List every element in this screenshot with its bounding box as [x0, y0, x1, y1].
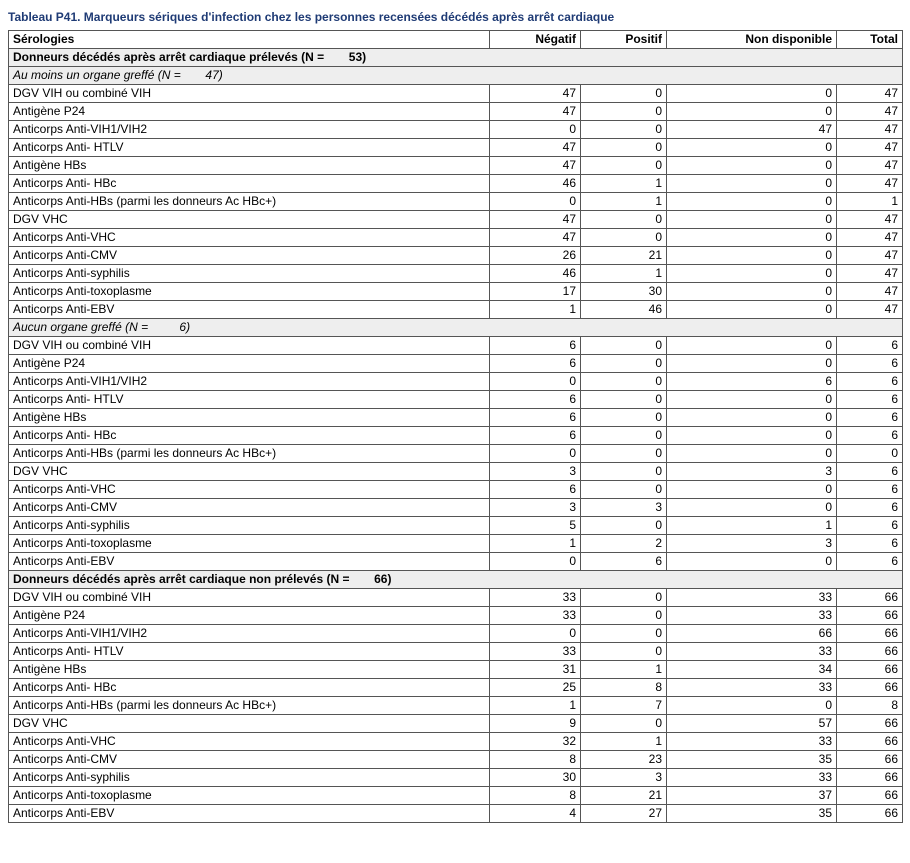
cell-total: 6	[837, 427, 903, 445]
cell-negatif: 31	[490, 661, 581, 679]
table-row	[9, 481, 903, 499]
row-label: Anticorps Anti-syphilis	[9, 265, 490, 283]
cell-negatif: 30	[490, 769, 581, 787]
subsection-title: Aucun organe greffé (N =	[13, 320, 149, 334]
cell-total: 66	[837, 625, 903, 643]
cell-negatif: 33	[490, 589, 581, 607]
section-count: 53)	[348, 50, 367, 64]
cell-total: 6	[837, 463, 903, 481]
cell-non-disponible: 35	[667, 751, 837, 769]
cell-negatif: 17	[490, 283, 581, 301]
table-row	[9, 283, 903, 301]
section-header	[9, 571, 903, 589]
cell-non-disponible: 0	[667, 337, 837, 355]
cell-non-disponible: 0	[667, 175, 837, 193]
cell-non-disponible: 0	[667, 445, 837, 463]
cell-positif: 0	[581, 211, 667, 229]
cell-total: 47	[837, 283, 903, 301]
table-row	[9, 499, 903, 517]
cell-total: 47	[837, 121, 903, 139]
row-label: Anticorps Anti-EBV	[9, 301, 490, 319]
serology-table	[8, 30, 903, 823]
section-title: Donneurs décédés après arrêt cardiaque prélevés (N =	[13, 50, 325, 64]
table-row	[9, 697, 903, 715]
row-label: Anticorps Anti- HBc	[9, 175, 490, 193]
table-row	[9, 85, 903, 103]
cell-total: 47	[837, 247, 903, 265]
table-row	[9, 355, 903, 373]
table-row	[9, 787, 903, 805]
cell-total: 66	[837, 751, 903, 769]
cell-positif: 0	[581, 229, 667, 247]
cell-total: 6	[837, 337, 903, 355]
cell-positif: 0	[581, 409, 667, 427]
cell-non-disponible: 0	[667, 391, 837, 409]
cell-positif: 27	[581, 805, 667, 823]
cell-total: 6	[837, 517, 903, 535]
cell-positif: 0	[581, 103, 667, 121]
cell-positif: 0	[581, 445, 667, 463]
cell-negatif: 6	[490, 427, 581, 445]
subsection-header	[9, 319, 903, 337]
cell-negatif: 6	[490, 409, 581, 427]
cell-total: 47	[837, 157, 903, 175]
cell-positif: 0	[581, 463, 667, 481]
cell-non-disponible: 34	[667, 661, 837, 679]
table-row	[9, 751, 903, 769]
table-row	[9, 463, 903, 481]
row-label: Anticorps Anti-toxoplasme	[9, 535, 490, 553]
cell-non-disponible: 0	[667, 283, 837, 301]
cell-negatif: 5	[490, 517, 581, 535]
cell-non-disponible: 0	[667, 553, 837, 571]
cell-positif: 1	[581, 175, 667, 193]
row-label: Antigène P24	[9, 355, 490, 373]
cell-non-disponible: 0	[667, 409, 837, 427]
section-header-row	[9, 571, 903, 589]
cell-non-disponible: 37	[667, 787, 837, 805]
cell-total: 66	[837, 679, 903, 697]
table-row	[9, 679, 903, 697]
cell-positif: 8	[581, 679, 667, 697]
cell-total: 66	[837, 643, 903, 661]
cell-non-disponible: 33	[667, 607, 837, 625]
cell-negatif: 1	[490, 535, 581, 553]
cell-negatif: 4	[490, 805, 581, 823]
cell-positif: 3	[581, 769, 667, 787]
cell-total: 66	[837, 733, 903, 751]
cell-negatif: 47	[490, 229, 581, 247]
cell-positif: 0	[581, 391, 667, 409]
cell-total: 66	[837, 715, 903, 733]
cell-non-disponible: 6	[667, 373, 837, 391]
cell-non-disponible: 0	[667, 103, 837, 121]
cell-negatif: 33	[490, 643, 581, 661]
table-row	[9, 265, 903, 283]
cell-positif: 0	[581, 517, 667, 535]
row-label: Anticorps Anti-VIH1/VIH2	[9, 373, 490, 391]
cell-negatif: 0	[490, 625, 581, 643]
row-label: Antigène HBs	[9, 661, 490, 679]
row-label: Anticorps Anti-syphilis	[9, 769, 490, 787]
cell-non-disponible: 0	[667, 229, 837, 247]
section-title: Donneurs décédés après arrêt cardiaque non prélevés (N =	[13, 572, 350, 586]
table-row	[9, 769, 903, 787]
table-row	[9, 193, 903, 211]
cell-total: 6	[837, 355, 903, 373]
cell-non-disponible: 0	[667, 265, 837, 283]
table-row	[9, 625, 903, 643]
cell-negatif: 0	[490, 373, 581, 391]
cell-total: 66	[837, 661, 903, 679]
row-label: Anticorps Anti-EBV	[9, 805, 490, 823]
subsection-header	[9, 67, 903, 85]
cell-non-disponible: 0	[667, 697, 837, 715]
cell-negatif: 6	[490, 337, 581, 355]
row-label: Anticorps Anti-VHC	[9, 481, 490, 499]
cell-positif: 0	[581, 157, 667, 175]
cell-negatif: 46	[490, 265, 581, 283]
row-label: Anticorps Anti-HBs (parmi les donneurs Ac HBc+)	[9, 193, 490, 211]
row-label: Anticorps Anti- HBc	[9, 679, 490, 697]
cell-positif: 6	[581, 553, 667, 571]
row-label: Anticorps Anti-HBs (parmi les donneurs Ac HBc+)	[9, 697, 490, 715]
row-label: Anticorps Anti-VHC	[9, 733, 490, 751]
row-label: DGV VHC	[9, 715, 490, 733]
cell-non-disponible: 0	[667, 211, 837, 229]
cell-positif: 1	[581, 733, 667, 751]
table-row	[9, 517, 903, 535]
cell-non-disponible: 33	[667, 589, 837, 607]
cell-total: 66	[837, 787, 903, 805]
header-total: Total	[837, 31, 903, 49]
table-row	[9, 103, 903, 121]
table-row	[9, 121, 903, 139]
cell-negatif: 25	[490, 679, 581, 697]
cell-total: 47	[837, 211, 903, 229]
cell-positif: 46	[581, 301, 667, 319]
row-label: DGV VIH ou combiné VIH	[9, 337, 490, 355]
cell-non-disponible: 1	[667, 517, 837, 535]
cell-negatif: 32	[490, 733, 581, 751]
cell-total: 0	[837, 445, 903, 463]
table-row	[9, 229, 903, 247]
cell-non-disponible: 33	[667, 733, 837, 751]
cell-non-disponible: 0	[667, 157, 837, 175]
cell-positif: 0	[581, 643, 667, 661]
cell-negatif: 47	[490, 139, 581, 157]
subsection-count: 47)	[205, 68, 223, 82]
table-row	[9, 535, 903, 553]
cell-positif: 21	[581, 247, 667, 265]
row-label: Anticorps Anti-toxoplasme	[9, 787, 490, 805]
row-label: Anticorps Anti-CMV	[9, 751, 490, 769]
row-label: Anticorps Anti-HBs (parmi les donneurs Ac HBc+)	[9, 445, 490, 463]
table-row	[9, 157, 903, 175]
table-row	[9, 805, 903, 823]
table-row	[9, 715, 903, 733]
cell-non-disponible: 35	[667, 805, 837, 823]
row-label: Anticorps Anti- HBc	[9, 427, 490, 445]
section-header-row	[9, 49, 903, 67]
cell-total: 47	[837, 139, 903, 157]
table-body	[9, 49, 903, 823]
table-row	[9, 139, 903, 157]
cell-negatif: 33	[490, 607, 581, 625]
cell-total: 66	[837, 769, 903, 787]
cell-non-disponible: 33	[667, 769, 837, 787]
table-row	[9, 607, 903, 625]
cell-total: 47	[837, 103, 903, 121]
table-row	[9, 175, 903, 193]
row-label: Antigène HBs	[9, 409, 490, 427]
cell-positif: 0	[581, 715, 667, 733]
cell-negatif: 8	[490, 787, 581, 805]
table-row	[9, 643, 903, 661]
cell-negatif: 47	[490, 85, 581, 103]
row-label: DGV VHC	[9, 211, 490, 229]
subsection-header-row	[9, 67, 903, 85]
cell-positif: 0	[581, 355, 667, 373]
subsection-header-row	[9, 319, 903, 337]
cell-positif: 0	[581, 337, 667, 355]
cell-non-disponible: 3	[667, 535, 837, 553]
row-label: Anticorps Anti-VIH1/VIH2	[9, 625, 490, 643]
cell-positif: 0	[581, 373, 667, 391]
cell-non-disponible: 0	[667, 355, 837, 373]
cell-total: 66	[837, 589, 903, 607]
cell-negatif: 0	[490, 121, 581, 139]
cell-non-disponible: 0	[667, 301, 837, 319]
cell-negatif: 0	[490, 553, 581, 571]
cell-negatif: 8	[490, 751, 581, 769]
table-row	[9, 733, 903, 751]
cell-negatif: 47	[490, 211, 581, 229]
cell-total: 47	[837, 301, 903, 319]
row-label: DGV VHC	[9, 463, 490, 481]
cell-non-disponible: 47	[667, 121, 837, 139]
row-label: Anticorps Anti-CMV	[9, 499, 490, 517]
cell-positif: 1	[581, 265, 667, 283]
row-label: Antigène P24	[9, 103, 490, 121]
cell-non-disponible: 0	[667, 427, 837, 445]
cell-negatif: 26	[490, 247, 581, 265]
cell-positif: 2	[581, 535, 667, 553]
cell-positif: 0	[581, 139, 667, 157]
section-count: 66)	[374, 572, 392, 586]
cell-positif: 21	[581, 787, 667, 805]
cell-negatif: 1	[490, 301, 581, 319]
cell-non-disponible: 0	[667, 193, 837, 211]
cell-non-disponible: 0	[667, 85, 837, 103]
cell-total: 6	[837, 409, 903, 427]
cell-negatif: 3	[490, 463, 581, 481]
header-positif: Positif	[581, 31, 667, 49]
cell-total: 47	[837, 229, 903, 247]
header-non-disponible: Non disponible	[667, 31, 837, 49]
row-label: Anticorps Anti-VHC	[9, 229, 490, 247]
cell-non-disponible: 0	[667, 499, 837, 517]
cell-non-disponible: 57	[667, 715, 837, 733]
cell-negatif: 46	[490, 175, 581, 193]
table-row	[9, 301, 903, 319]
cell-negatif: 9	[490, 715, 581, 733]
cell-positif: 1	[581, 193, 667, 211]
cell-non-disponible: 3	[667, 463, 837, 481]
cell-negatif: 6	[490, 391, 581, 409]
cell-total: 47	[837, 85, 903, 103]
cell-negatif: 0	[490, 193, 581, 211]
table-row	[9, 373, 903, 391]
cell-positif: 0	[581, 481, 667, 499]
row-label: Anticorps Anti- HTLV	[9, 643, 490, 661]
table-row	[9, 427, 903, 445]
cell-negatif: 47	[490, 103, 581, 121]
header-row	[9, 31, 903, 49]
table-row	[9, 409, 903, 427]
row-label: Anticorps Anti-CMV	[9, 247, 490, 265]
cell-total: 6	[837, 373, 903, 391]
row-label: DGV VIH ou combiné VIH	[9, 85, 490, 103]
header-negatif: Négatif	[490, 31, 581, 49]
cell-negatif: 3	[490, 499, 581, 517]
row-label: DGV VIH ou combiné VIH	[9, 589, 490, 607]
cell-total: 6	[837, 553, 903, 571]
row-label: Antigène HBs	[9, 157, 490, 175]
table-row	[9, 247, 903, 265]
cell-non-disponible: 0	[667, 247, 837, 265]
cell-total: 6	[837, 391, 903, 409]
cell-total: 66	[837, 805, 903, 823]
cell-non-disponible: 0	[667, 139, 837, 157]
cell-total: 8	[837, 697, 903, 715]
cell-positif: 7	[581, 697, 667, 715]
section-header	[9, 49, 903, 67]
table-row	[9, 553, 903, 571]
cell-negatif: 47	[490, 157, 581, 175]
cell-non-disponible: 33	[667, 643, 837, 661]
table-row	[9, 661, 903, 679]
cell-total: 66	[837, 607, 903, 625]
subsection-count: 6)	[179, 320, 191, 334]
cell-positif: 1	[581, 661, 667, 679]
cell-positif: 0	[581, 427, 667, 445]
table-row	[9, 337, 903, 355]
cell-positif: 0	[581, 589, 667, 607]
cell-positif: 23	[581, 751, 667, 769]
cell-positif: 30	[581, 283, 667, 301]
cell-total: 6	[837, 499, 903, 517]
table-title: Tableau P41. Marqueurs sériques d'infection chez les personnes recensées décédés après arrêt cardiaque	[8, 10, 615, 24]
table-row	[9, 211, 903, 229]
row-label: Anticorps Anti- HTLV	[9, 139, 490, 157]
table-row	[9, 391, 903, 409]
cell-non-disponible: 0	[667, 481, 837, 499]
cell-negatif: 0	[490, 445, 581, 463]
table-row	[9, 445, 903, 463]
table-row	[9, 589, 903, 607]
cell-non-disponible: 33	[667, 679, 837, 697]
cell-positif: 0	[581, 607, 667, 625]
cell-negatif: 1	[490, 697, 581, 715]
cell-negatif: 6	[490, 481, 581, 499]
cell-non-disponible: 66	[667, 625, 837, 643]
cell-negatif: 6	[490, 355, 581, 373]
row-label: Antigène P24	[9, 607, 490, 625]
cell-positif: 0	[581, 121, 667, 139]
row-label: Anticorps Anti- HTLV	[9, 391, 490, 409]
cell-total: 47	[837, 265, 903, 283]
cell-total: 6	[837, 535, 903, 553]
row-label: Anticorps Anti-toxoplasme	[9, 283, 490, 301]
row-label: Anticorps Anti-syphilis	[9, 517, 490, 535]
cell-total: 1	[837, 193, 903, 211]
row-label: Anticorps Anti-EBV	[9, 553, 490, 571]
cell-positif: 0	[581, 85, 667, 103]
row-label: Anticorps Anti-VIH1/VIH2	[9, 121, 490, 139]
cell-total: 6	[837, 481, 903, 499]
header-serologies: Sérologies	[9, 31, 490, 49]
cell-positif: 3	[581, 499, 667, 517]
cell-total: 47	[837, 175, 903, 193]
subsection-title: Au moins un organe greffé (N =	[13, 68, 181, 82]
cell-positif: 0	[581, 625, 667, 643]
